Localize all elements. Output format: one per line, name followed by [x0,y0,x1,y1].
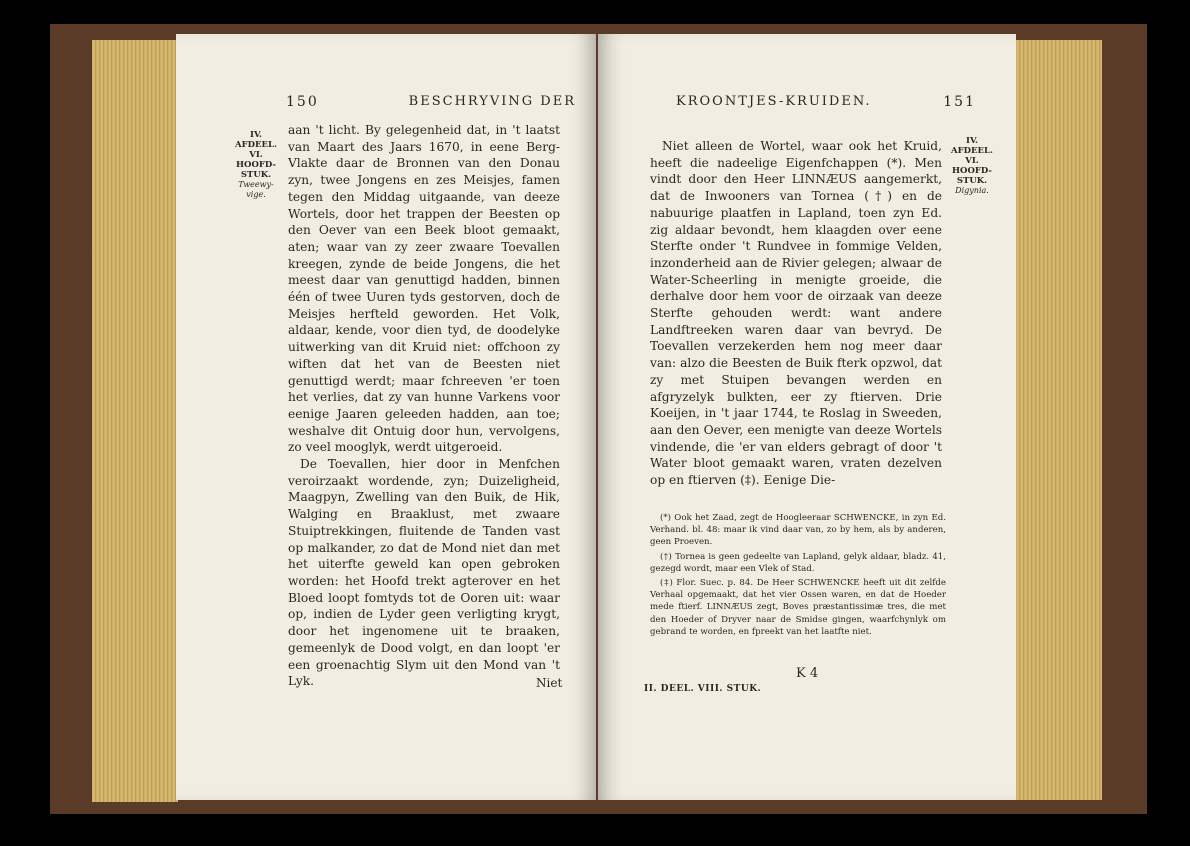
page-edges-right [1012,40,1102,800]
paragraph: aan 't licht. By gelegenheid dat, in 't laatst van Maart des Jaars 1670, in eene Berg-Vlakte daar de Bronnen van den Donau zyn, twee Jongens en zes Meisjes, famen tegen den Middag uitgaande, van deeze Wortels, door het trappen der Beesten op den Oever van een Beek bloot gemaakt, aten; waar van zy zeer zwaare Toevallen kreegen, zynde de beide Jongens, die het meest daar van genuttigd hadden, binnen één of twee Uuren tyds gestorven, doch de Meisjes herfteld geworden. Het Volk, aldaar, kende, voor dien tyd, de doodelyke uitwerking van dit Kruid niet: offchoon zy wiften dat het van de Beesten niet genuttigd werdt; maar fchreeven 'er toen het verlies, dat zy van hunne Varkens voor eenige Jaaren geleeden hadden, aan toe; weshalve dit Ontuig door hun, vervolgens, zo veel mooglyk, werdt uitgeroeid. [288,123,560,455]
margin-chapter: HOOFD- [236,160,276,170]
sheet-note: II. DEEL. VIII. STUK. [644,684,762,694]
footnote: (*) Ook het Zaad, zegt de Hoogleeraar SCHWENCKE, in zyn Ed. Verhand. bl. 48: maar ik vind daar van, zo by hem, als by anderen, geen Proeven. [650,513,946,548]
right-body-text [650,138,942,489]
left-body-text [288,122,563,690]
margin-topic: Tweewy- [238,180,274,189]
margin-chapter-cont: STUK. [240,170,272,180]
margin-section-number: VI. [965,156,979,166]
signature-mark: K 4 [796,666,819,681]
left-page [176,34,596,800]
margin-chapter: HOOFD- [952,166,992,176]
left-page-header [286,94,576,110]
right-page-header [676,94,976,110]
page-edges-left [92,40,178,802]
footnote: (‡) Flor. Suec. p. 84. De Heer SCHWENCKE heeft uit dit zelfde Verhaal opgemaakt, dat het vier Ossen waren, en dat de Hoeder mede ftierf. LINNÆUS zegt, Boves præstantissimæ tres, die met den Hoeder of Dryver naar de Smidse gingen, waarfchynlyk om gebrand te worden, en fpreekt van het laatfte niet. [650,578,946,637]
right-running-head: KROONTJES-KRUIDEN. [676,94,872,109]
left-running-head: BESCHRYVING DER [408,94,576,109]
right-page-number: 151 [943,94,976,110]
paragraph: De Toevallen, hier door in Menfchen veroirzaakt wordende, zyn; Duizeligheid, Maagpyn, Zwelling van den Buik, de Hik, Walging en Braaklust, met zwaare Stuiptrekkingen, fluitende de Tanden vast op malkander, zo dat de Mond niet dan met het uiterfte geweld kan open gebroken worden: het Hoofd trekt agterover en het Bloed loopt fomtyds tot de Ooren uit: waar op, indien de Lyder geen verligting krygt, door het ingenomene uit te braaken, gemeenlyk de Dood volgt, en dan loopt 'er een groenachtig Slym uit den Mond van 't Lyk. [288,457,560,689]
footnotes [650,512,946,640]
margin-topic: Digynia. [955,186,989,195]
left-margin-note [232,130,280,200]
margin-section: AFDEEL. [235,140,277,150]
right-margin-note [948,136,996,196]
margin-topic-cont: vige. [246,190,266,199]
margin-chapter-cont: STUK. [956,176,988,186]
margin-section-number: VI. [249,150,263,160]
right-page [598,34,1016,800]
left-page-number: 150 [286,94,319,110]
margin-section: AFDEEL. [951,146,993,156]
margin-part: IV. [249,130,263,140]
catchword: Niet [536,676,563,690]
paragraph: Niet alleen de Wortel, waar ook het Kruid, heeft die nadeelige Eigenfchappen (*). Men vindt door den Heer LINNÆUS aangemerkt, dat de Inwooners van Tornea (†) en de nabuurige plaatfen in Lapland, toen zyn Ed. zig aldaar bevondt, hem klaagden over eene Sterfte onder 't Rundvee in fommige Velden, inzonderheid aan de Rivier gelegen; alwaar de Water-Scheerling in menigte groeide, die derhalve door hem voor de oirzaak van deeze Sterfte gehouden werdt: want andere Landftreeken waren daar van bevryd. De Toevallen verzekerden hem nog meer daar van: alzo die Beesten de Buik fterk opzwol, dat zy met Stuipen bevangen werden en afgryzelyk bulkten, eer zy ftierven. Drie Koeijen, in 't jaar 1744, te Roslag in Sweeden, aan den Oever, een menigte van deeze Wortels vindende, die 'er van elders gebragt of door 't Water bloot gemaakt waren, vraten dezelven op en ftierven (‡). Eenige Die- [650,139,942,488]
footnote: (†) Tornea is geen gedeelte van Lapland, gelyk aldaar, bladz. 41, gezegd wordt, maar een Vlek of Stad. [650,551,946,574]
margin-part: IV. [965,136,979,146]
